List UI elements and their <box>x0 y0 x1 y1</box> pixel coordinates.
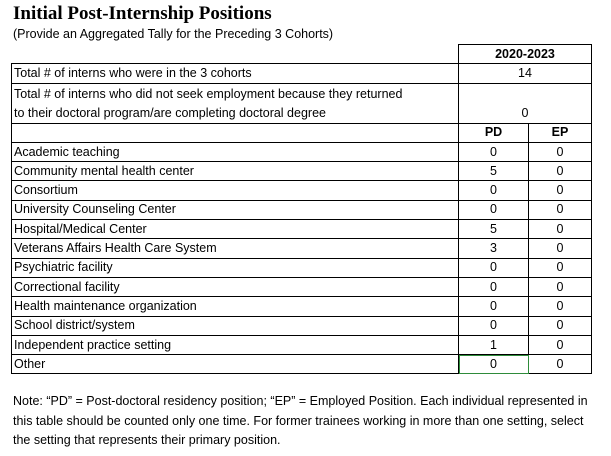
ep-value[interactable]: 0 <box>529 258 592 277</box>
ep-value[interactable]: 0 <box>529 220 592 239</box>
table-row <box>12 200 592 219</box>
pd-value[interactable]: 0 <box>459 181 529 200</box>
header-blank-cell[interactable] <box>12 45 459 64</box>
pd-value[interactable]: 1 <box>459 335 529 354</box>
table-row <box>12 220 592 239</box>
table-row <box>12 239 592 258</box>
table-row <box>12 297 592 316</box>
ep-value[interactable]: 0 <box>529 335 592 354</box>
row-label[interactable]: School district/system <box>12 316 459 335</box>
pd-value[interactable]: 0 <box>459 297 529 316</box>
pd-value[interactable]: 0 <box>459 277 529 296</box>
row-label[interactable]: Correctional facility <box>12 277 459 296</box>
table-row <box>12 355 592 374</box>
row-label[interactable]: Hospital/Medical Center <box>12 220 459 239</box>
ep-value[interactable]: 0 <box>529 162 592 181</box>
table-row <box>12 258 592 277</box>
row-label[interactable]: Independent practice setting <box>12 335 459 354</box>
row-label[interactable]: Psychiatric facility <box>12 258 459 277</box>
footnote: Note: “PD” = Post-doctoral residency position; “EP” = Employed Position. Each individual represented in this table should be counted only one time. For former trainees working in more than one setting, select the setting that represents their primary position. <box>13 394 588 447</box>
page-subtitle: (Provide an Aggregated Tally for the Preceding 3 Cohorts) <box>13 27 334 41</box>
positions-table <box>11 44 592 374</box>
ep-value[interactable]: 0 <box>529 297 592 316</box>
summary-label-line-2: to their doctoral program/are completing doctoral degree <box>14 105 326 120</box>
pd-value[interactable]: 0 <box>459 316 529 335</box>
row-label[interactable]: Academic teaching <box>12 142 459 161</box>
period-header[interactable]: 2020-2023 <box>459 45 592 64</box>
ep-value[interactable]: 0 <box>529 200 592 219</box>
column-header-row <box>12 123 592 142</box>
row-label[interactable]: Veterans Affairs Health Care System <box>12 239 459 258</box>
header-blank-cell[interactable] <box>12 123 459 142</box>
ep-value[interactable]: 0 <box>529 142 592 161</box>
table-row <box>12 335 592 354</box>
table-row <box>12 162 592 181</box>
row-label[interactable]: Health maintenance organization <box>12 297 459 316</box>
ep-value[interactable]: 0 <box>529 277 592 296</box>
summary-value[interactable]: 14 <box>459 64 592 83</box>
row-label[interactable]: Consortium <box>12 181 459 200</box>
pd-value[interactable]: 3 <box>459 239 529 258</box>
summary-row-total-interns <box>12 64 592 83</box>
summary-label[interactable]: Total # of interns who were in the 3 cohorts <box>12 64 459 83</box>
row-label[interactable]: University Counseling Center <box>12 200 459 219</box>
ep-value[interactable]: 0 <box>529 316 592 335</box>
pd-value[interactable]: 0 <box>459 200 529 219</box>
column-header-pd[interactable]: PD <box>459 123 529 142</box>
ep-value[interactable]: 0 <box>529 181 592 200</box>
pd-value[interactable]: 5 <box>459 162 529 181</box>
page-title: Initial Post-Internship Positions <box>13 3 272 24</box>
pd-value[interactable]: 0 <box>459 142 529 161</box>
summary-row-no-employment <box>12 83 592 123</box>
table-row <box>12 142 592 161</box>
summary-value[interactable]: 0 <box>459 83 592 123</box>
pd-value[interactable]: 0 <box>459 258 529 277</box>
ep-value[interactable]: 0 <box>529 355 592 374</box>
row-label[interactable]: Other <box>12 355 459 374</box>
table-row <box>12 181 592 200</box>
summary-label-line-1: Total # of interns who did not seek employment because they returned <box>14 86 403 101</box>
ep-value[interactable]: 0 <box>529 239 592 258</box>
table-row <box>12 277 592 296</box>
table-row <box>12 316 592 335</box>
period-header-row <box>12 45 592 64</box>
pd-value[interactable]: 0 <box>459 355 529 374</box>
row-label[interactable]: Community mental health center <box>12 162 459 181</box>
summary-label[interactable] <box>12 83 459 123</box>
column-header-ep[interactable]: EP <box>529 123 592 142</box>
position-rows <box>12 142 592 374</box>
pd-value[interactable]: 5 <box>459 220 529 239</box>
